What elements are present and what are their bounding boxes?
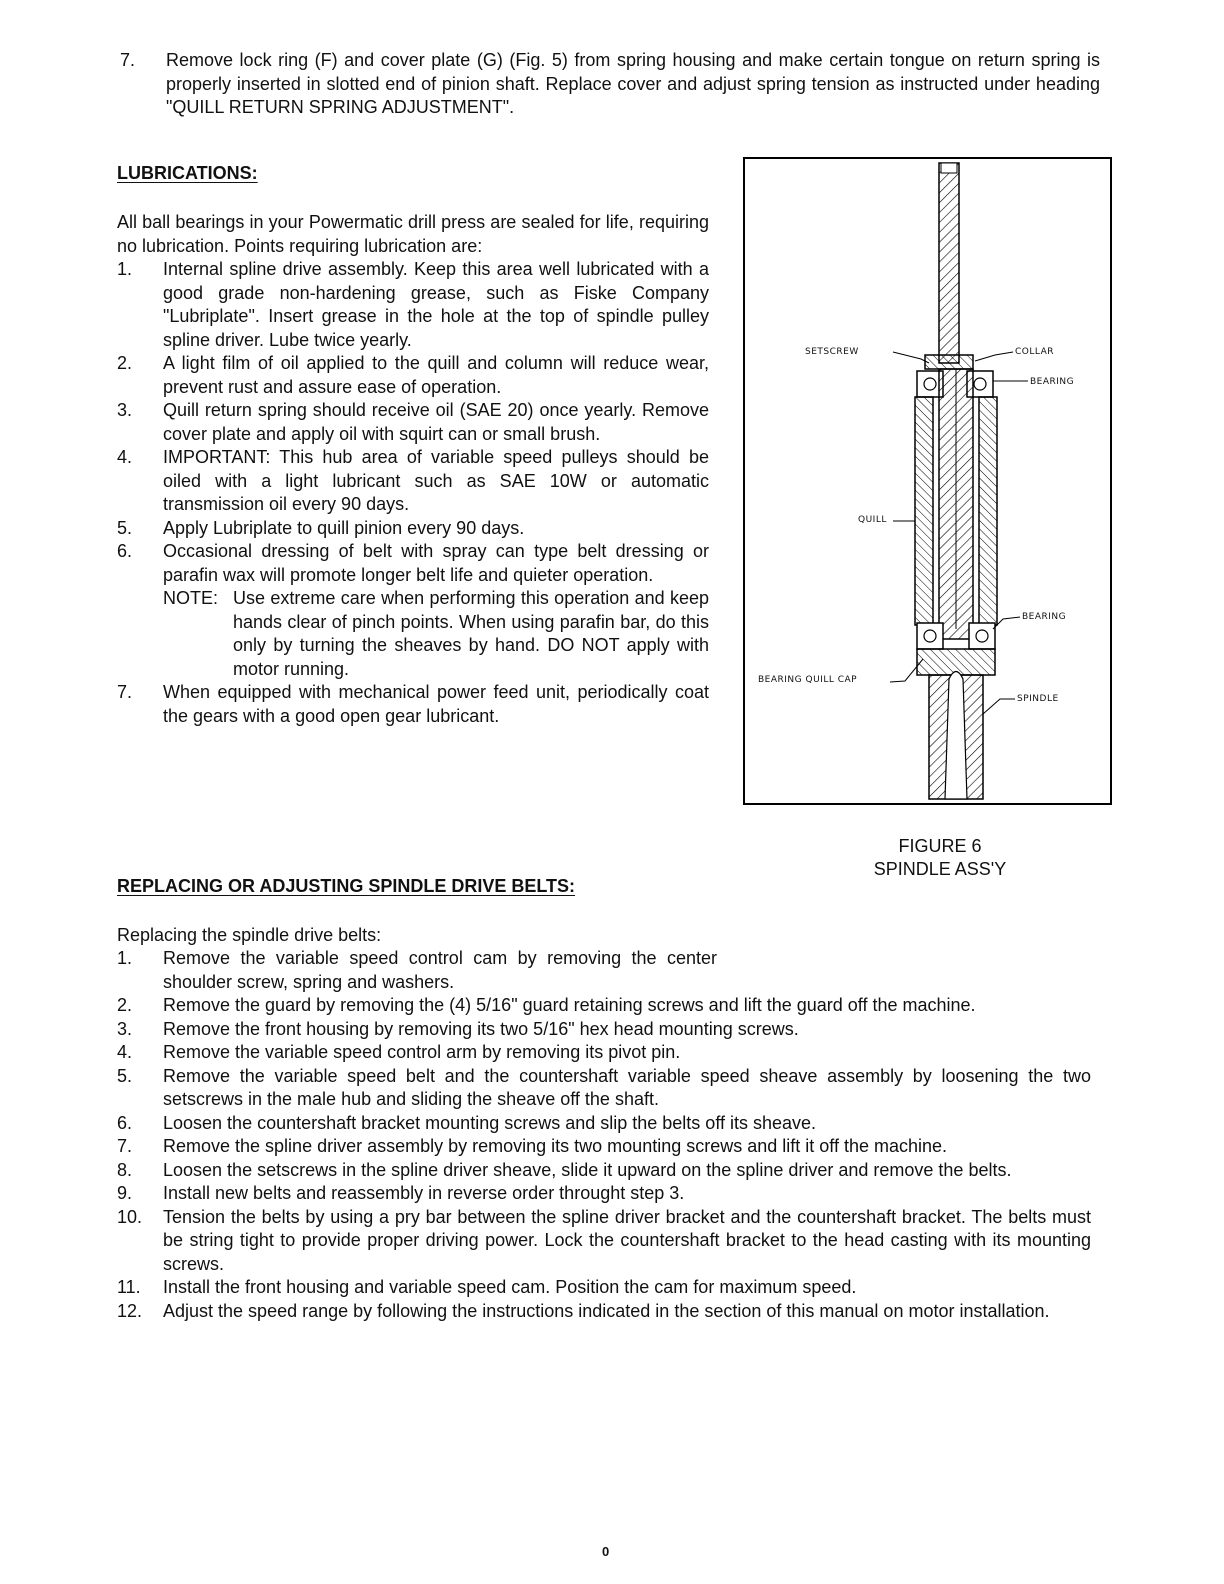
list-number: 4.: [117, 1042, 133, 1062]
lubrication-list: [117, 258, 709, 728]
spindle-drawing: [745, 159, 1110, 803]
list-text: IMPORTANT: This hub area of variable speed pulleys should be oiled with a light lubricant such as SAE 10W or automatic transmission oil every 90 days.: [163, 447, 709, 514]
list-number: 8.: [117, 1159, 133, 1180]
list-text: Adjust the speed range by following the instructions indicated in the section of this manual on motor installation.: [163, 1300, 1050, 1321]
label-spindle: SPINDLE: [1017, 694, 1059, 704]
list-text: A light film of oil applied to the quill and column will reduce wear, prevent rust and assure ease of operation.: [163, 353, 709, 397]
list-text: Install the front housing and variable speed cam. Position the cam for maximum speed.: [163, 1277, 857, 1297]
list-number: 12.: [117, 1300, 143, 1321]
page-number: 0: [602, 1544, 610, 1559]
list-number: 5.: [117, 517, 133, 538]
list-item: [117, 681, 709, 728]
list-number: 7.: [117, 682, 133, 702]
top-step-7: [120, 49, 1100, 120]
list-number: 11.: [117, 1277, 141, 1297]
list-text: Remove the guard by removing the (4) 5/16" guard retaining screws and lift the guard off the machine.: [163, 995, 976, 1015]
list-text: Install new belts and reassembly in reverse order throught step 3.: [163, 1183, 685, 1203]
list-text: Apply Lubriplate to quill pinion every 90 days.: [163, 517, 525, 538]
list-text: Tension the belts by using a pry bar between the spline driver bracket and the countershaft bracket. The belts must be string tight to provide proper driving power. Lock the countershaft bracket to the head casting with its mounting screws.: [163, 1206, 1091, 1274]
list-text: Remove the spline driver assembly by removing its two mounting screws and lift it off the machine.: [163, 1136, 948, 1156]
list-text: Quill return spring should receive oil (SAE 20) once yearly. Remove cover plate and apply oil with squirt can or small brush.: [163, 400, 709, 444]
list-text: When equipped with mechanical power feed unit, periodically coat the gears with a good open gear lubricant.: [163, 682, 709, 726]
list-item: [117, 1206, 1091, 1277]
list-text: Internal spline drive assembly. Keep this area well lubricated with a good grade non-hardening grease, such as Fiske Company "Lubriplate". Insert grease in the hole at the top of spindle pulley spline driver. Lube twice yearly.: [163, 259, 709, 350]
label-bearing-quill-cap: BEARING QUILL CAP: [758, 675, 858, 685]
list-number: 7.: [120, 50, 136, 70]
lower-bearing-right: [969, 623, 995, 649]
list-text: Loosen the countershaft bracket mounting screws and slip the belts off its sheave.: [163, 1112, 817, 1133]
list-item: [117, 540, 709, 681]
lower-bearing-left: [917, 623, 943, 649]
list-text: Remove the variable speed belt and the countershaft variable speed sheave assembly by loosening the two setscrews in the male hub and sliding the sheave off the shaft.: [163, 1065, 1091, 1109]
figure-caption-number: FIGURE 6: [898, 836, 982, 856]
list-number: 2.: [117, 353, 133, 373]
list-item: [117, 1300, 1091, 1324]
list-item: [117, 446, 709, 517]
list-text: Remove lock ring (F) and cover plate (G) (Fig. 5) from spring housing and make certain tongue on return spring is properly inserted in slotted end of pinion shaft. Replace cover and adjust spring tension as instructed under heading "QUILL RETURN SPRING ADJUSTMENT".: [166, 50, 1100, 117]
list-number: 4.: [117, 447, 133, 467]
label-setscrew: SETSCREW: [805, 347, 859, 357]
list-item: [117, 1159, 1091, 1183]
belts-intro: Replacing the spindle drive belts:: [117, 925, 382, 945]
list-item: [117, 399, 709, 446]
list-text: Loosen the setscrews in the spline driver sheave, slide it upward on the spline driver and remove the belts.: [163, 1159, 1012, 1180]
figure-caption: [820, 835, 1060, 881]
list-number: 2.: [117, 995, 133, 1015]
label-bearing-bottom: BEARING: [1022, 612, 1067, 622]
note: [163, 587, 709, 681]
list-text: Remove the variable speed control cam by removing the center shoulder screw, spring and washers.: [163, 948, 717, 992]
lubrications-heading: LUBRICATIONS:: [117, 163, 258, 183]
figure-caption-title: SPINDLE ASS'Y: [873, 859, 1007, 879]
belts-list: [117, 947, 1091, 1323]
label-collar: COLLAR: [1015, 347, 1055, 357]
list-number: 6.: [117, 1112, 133, 1133]
list-number: 10.: [117, 1206, 143, 1227]
list-item: [117, 517, 709, 541]
list-item: [117, 1182, 1091, 1206]
quill-left: [915, 397, 933, 625]
note-label: NOTE:: [163, 588, 219, 608]
list-item: [117, 1041, 1091, 1065]
quill-right: [979, 397, 997, 625]
list-number: 9.: [117, 1183, 133, 1203]
list-number: 3.: [117, 400, 133, 420]
list-item: [117, 1112, 1091, 1136]
list-item: [117, 1276, 1091, 1300]
list-number: 5.: [117, 1065, 133, 1086]
list-text: Remove the front housing by removing its two 5/16" hex head mounting screws.: [163, 1018, 799, 1039]
list-text: Remove the variable speed control arm by removing its pivot pin.: [163, 1042, 681, 1062]
list-item: [117, 1135, 1091, 1159]
list-item: [117, 258, 709, 352]
figure-spindle-assembly: [743, 157, 1112, 805]
list-number: 1.: [117, 259, 133, 279]
note-text: Use extreme care when performing this operation and keep hands clear of pinch points. When using parafin bar, do this only by turning the sheaves by hand. DO NOT apply with motor running.: [233, 588, 709, 679]
list-item: [117, 1018, 1091, 1042]
label-bearing-top: BEARING: [1030, 377, 1075, 387]
collar: [925, 355, 973, 369]
belts-heading: REPLACING OR ADJUSTING SPINDLE DRIVE BELTS:: [117, 876, 576, 896]
list-item: [117, 352, 709, 399]
list-number: 7.: [117, 1136, 133, 1156]
list-item: [117, 1065, 1091, 1112]
list-text: Occasional dressing of belt with spray can type belt dressing or parafin wax will promote longer belt life and quieter operation.: [163, 541, 709, 585]
list-item: [117, 947, 717, 994]
label-quill: QUILL: [858, 515, 887, 525]
list-number: 3.: [117, 1018, 133, 1039]
list-number: 6.: [117, 541, 133, 561]
list-item: [117, 994, 1091, 1018]
lubrications-intro: All ball bearings in your Powermatic drill press are sealed for life, requiring no lubrication. Points requiring lubrication are:: [117, 212, 709, 256]
spline-shaft: [939, 163, 959, 363]
list-number: 1.: [117, 948, 133, 968]
